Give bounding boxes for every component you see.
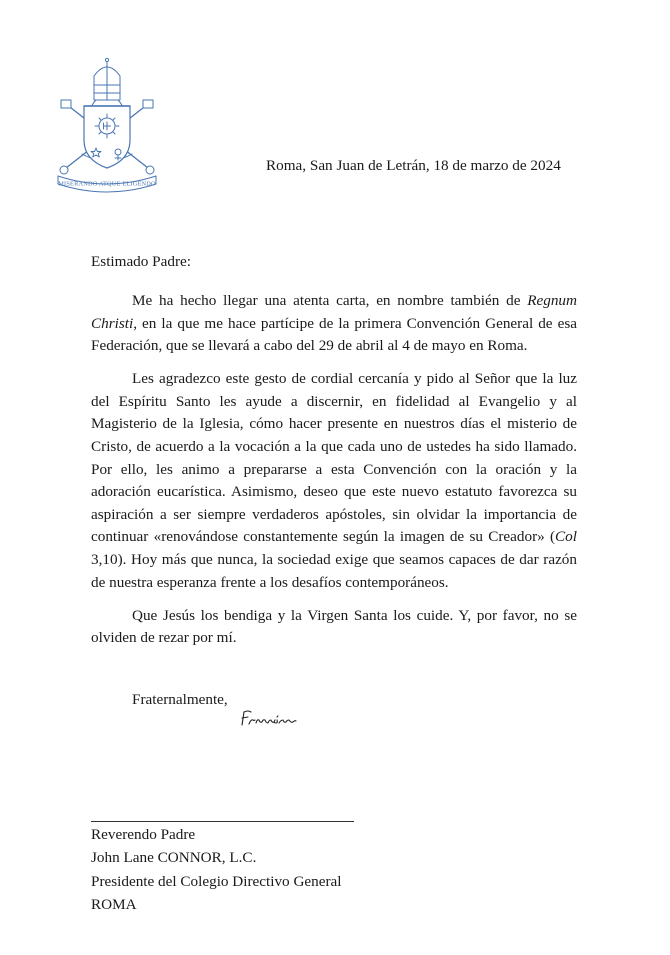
handwritten-signature-icon (239, 708, 299, 730)
addressee-block (91, 823, 342, 916)
motto-text: MISERANDO ATQUE ELIGENDO (58, 180, 156, 188)
col-citation-italic: Col (555, 528, 577, 546)
addressee-position: Presidente del Colegio Directivo General (91, 872, 342, 890)
regnum-christi-italic: Regnum Christi (91, 292, 577, 332)
address-divider (91, 821, 354, 822)
addressee-name: John Lane CONNOR, L.C. (91, 849, 257, 867)
paragraph-2 (91, 368, 577, 594)
place-and-date: Roma, San Juan de Letrán, 18 de marzo de 2024 (266, 157, 561, 174)
closing: Fraternalmente, (132, 691, 228, 708)
letter-body (91, 290, 577, 658)
salutation: Estimado Padre: (91, 253, 191, 270)
paragraph-1-text-c: , en la que me hace partícipe de la primera Convención General de esa Federación, que se llevará a cabo del 29 de abril al 4 de mayo en Roma. (91, 314, 577, 355)
paragraph-2-text-c: 3,10). Hoy más que nunca, la sociedad exige que seamos capaces de dar razón de nuestra esperanza frente a los desafíos contemporáneos. (91, 551, 577, 591)
paragraph-1 (91, 290, 577, 358)
paragraph-2-text-a: Les agradezco este gesto de cordial cercanía y pido al Señor que la luz del Espíritu Santo les ayude a discernir, en fidelidad al Evangelio y al Magisterio de la Iglesia, cómo hacer presente en nuestros días el misterio de Cristo, de acuerdo a la vocación a la que cada uno de ustedes ha sido llamado. Por ello, les animo a prepararse a esta Convención con la oración y la adoración eucarística. Asimismo, deseo que este nuevo estatuto favorezca su aspiración a ser siempre verdaderos apóstoles, sin olvidar la importancia de continuar «renovándose constantemente según la imagen de su Creador» ( (91, 370, 577, 546)
addressee-city: ROMA (91, 895, 137, 913)
paragraph-1-text-a: Me ha hecho llegar una atenta carta, en nombre también de (132, 292, 528, 309)
addressee-title: Reverendo Padre (91, 826, 196, 843)
papal-coat-of-arms-icon (52, 56, 162, 194)
paragraph-3: Que Jesús los bendiga y la Virgen Santa los cuide. Y, por favor, no se olviden de rezar por mí. (91, 606, 577, 647)
